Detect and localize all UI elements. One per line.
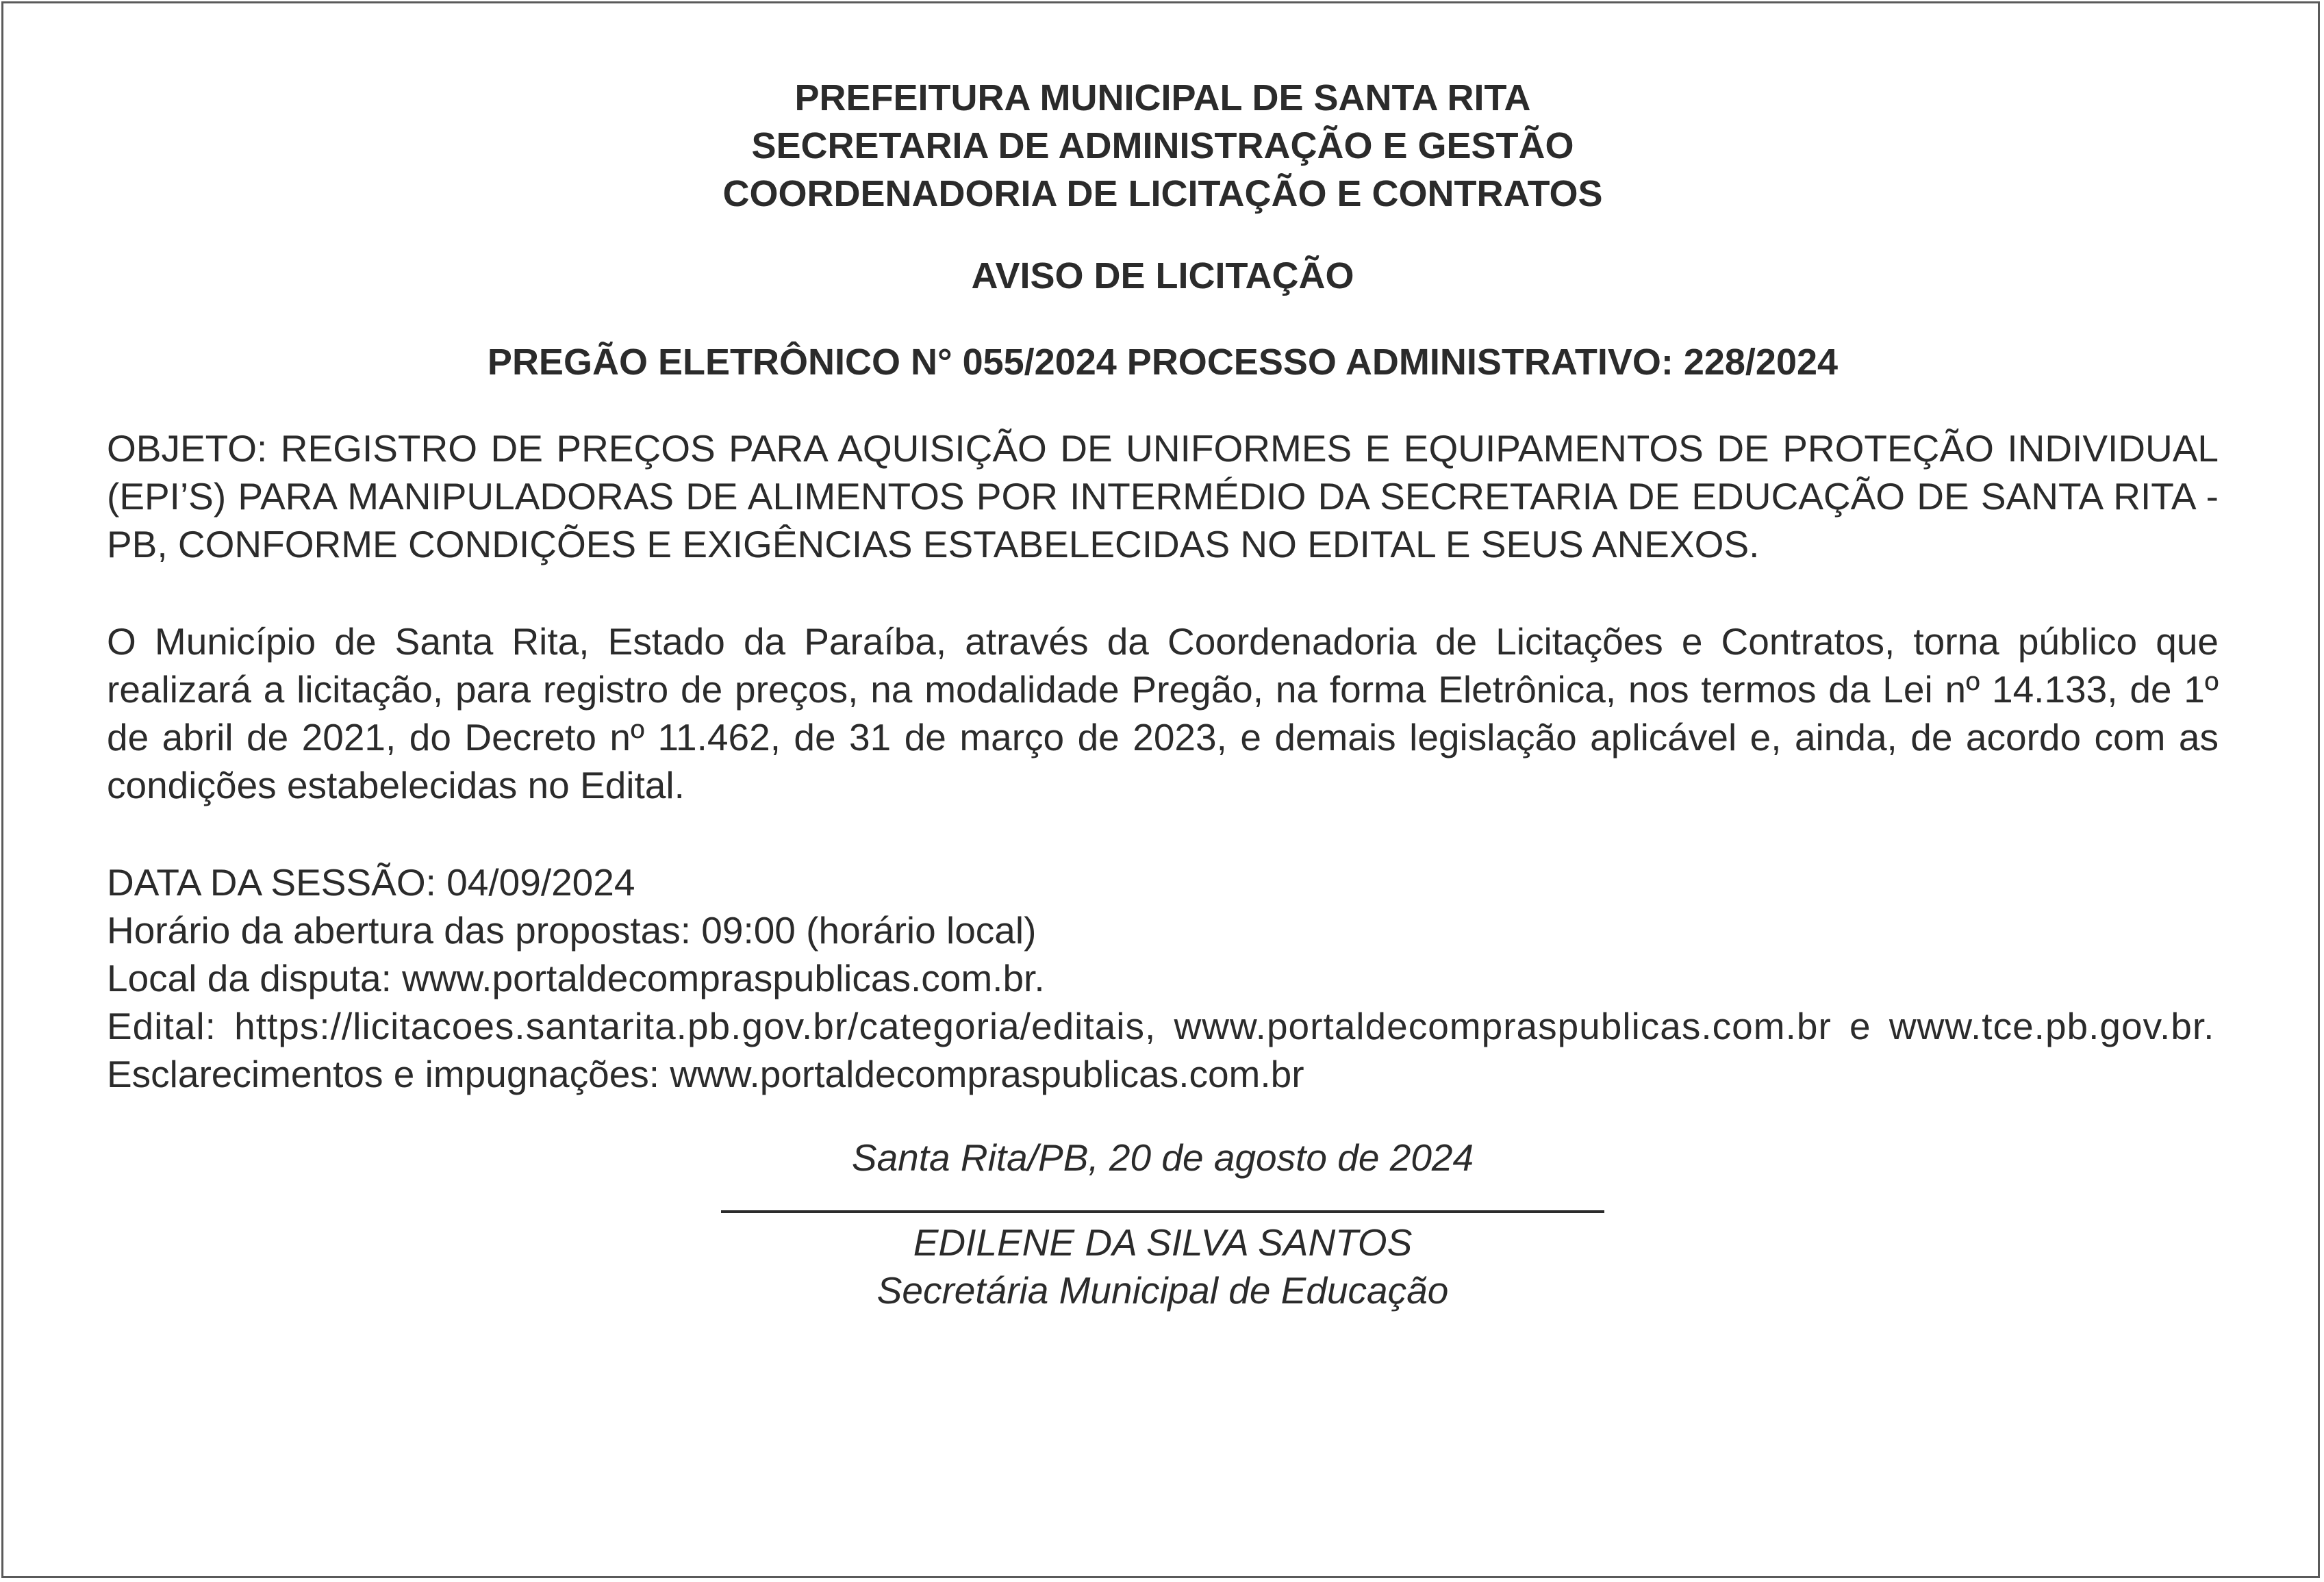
session-date: DATA DA SESSÃO: 04/09/2024 [107, 861, 635, 904]
process-line: PREGÃO ELETRÔNICO N° 055/2024 PROCESSO ADMINISTRATIVO: 228/2024 [487, 342, 1839, 383]
notice-title: AVISO DE LICITAÇÃO [971, 255, 1354, 296]
body-paragraph: O Município de Santa Rita, Estado da Paraíba, através da Coordenadoria de Licitações e Contratos, torna público que realizará a licitação, para registro de preços, na modalidade Pregão, na forma Eletrônica, nos termos da Lei nº 14.133, de 1º de abril de 2021, do Decreto nº 11.462, de 31 de março de 2023, e demais legislação aplicável e, ainda, de acordo com as condições estabelecidas no Edital. [107, 620, 2219, 806]
place-date: Santa Rita/PB, 20 de agosto de 2024 [851, 1136, 1474, 1179]
notice-document [107, 74, 2219, 1314]
edital-links: Edital: https://licitacoes.santarita.pb.gov.br/categoria/editais, www.portaldecompraspublicas.com.br e www.tce.pb.gov.br. [107, 1005, 2215, 1047]
opening-time: Horário da abertura das propostas: 09:00 (horário local) [107, 909, 1037, 952]
header-municipality: PREFEITURA MUNICIPAL DE SANTA RITA [794, 77, 1531, 118]
header-secretariat: SECRETARIA DE ADMINISTRAÇÃO E GESTÃO [751, 125, 1574, 166]
signatory-name: EDILENE DA SILVA SANTOS [913, 1221, 1413, 1264]
clarifications: Esclarecimentos e impugnações: www.portaldecompraspublicas.com.br [107, 1053, 1304, 1095]
signature-block [107, 1134, 2219, 1314]
header-coordination: COORDENADORIA DE LICITAÇÃO E CONTRATOS [722, 173, 1603, 214]
header-block [107, 74, 2219, 218]
details-block [107, 858, 2219, 1098]
dispute-location: Local da disputa: www.portaldecompraspublicas.com.br. [107, 957, 1045, 999]
signature-line [721, 1210, 1604, 1213]
signatory-role: Secretária Municipal de Educação [876, 1269, 1449, 1312]
objeto-paragraph: OBJETO: REGISTRO DE PREÇOS PARA AQUISIÇÃO DE UNIFORMES E EQUIPAMENTOS DE PROTEÇÃO INDIVIDUAL (EPI’S) PARA MANIPULADORAS DE ALIMENTOS POR INTERMÉDIO DA SECRETARIA DE EDUCAÇÃO DE SANTA RITA -PB, CONFORME CONDIÇÕES E EXIGÊNCIAS ESTABELECIDAS NO EDITAL E SEUS ANEXOS. [107, 427, 2219, 565]
